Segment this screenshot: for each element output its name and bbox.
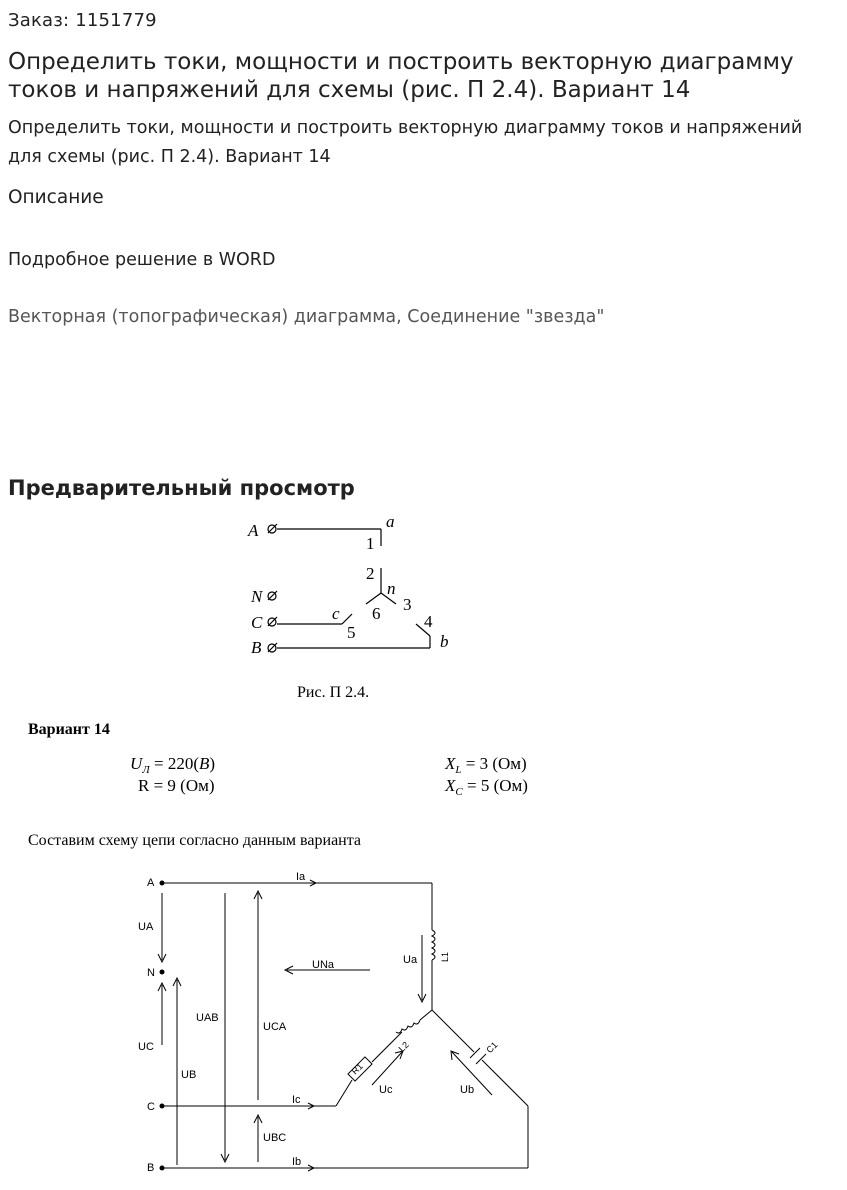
fig1-branch-2: 2 <box>366 564 375 583</box>
fig2-current-Ic: Ic <box>292 1094 301 1106</box>
fig1-terminal-N: N <box>251 587 263 606</box>
preview-image <box>0 505 847 1185</box>
fig1-node-b: b <box>440 632 449 651</box>
fig2-element-L1: L1 <box>440 951 450 962</box>
fig2-voltage-UC: UC <box>138 1041 154 1053</box>
fig2-voltage-UBC: UBC <box>263 1132 287 1144</box>
variant-params <box>130 754 528 798</box>
fig2-voltage-UA: UA <box>138 921 154 933</box>
preview-figure <box>0 505 847 1185</box>
fig1-caption: Рис. П 2.4. <box>297 684 370 701</box>
compose-text: Составим схему цепи согласно данным варианта <box>28 832 362 849</box>
fig2-element-L2: L2 <box>396 1039 411 1054</box>
fig2-voltage-Ub: Ub <box>460 1084 475 1096</box>
fig2-current-Ib: Ib <box>292 1156 302 1168</box>
tags-line: Векторная (топографическая) диаграмма, Соединение "звезда" <box>8 307 605 327</box>
fig2-voltage-Ua: Ua <box>403 954 418 966</box>
fig2-current-Ia: Ia <box>296 871 306 883</box>
description-heading: Описание <box>8 187 104 208</box>
fig2-voltage-Uc: Uc <box>379 1084 393 1096</box>
param-xl: $X_L = 3$ (Ом) <box>445 754 527 776</box>
fig1-terminal-B: B <box>251 638 262 657</box>
fig1-terminal-A: A <box>248 521 259 540</box>
fig1-node-n: n <box>387 579 396 598</box>
fig2-voltage-UCA: UCA <box>263 1021 287 1033</box>
fig1-branch-6: 6 <box>372 604 381 623</box>
fig2-voltage-UB: UB <box>181 1069 197 1081</box>
param-xc: $X_C = 5$ (Ом) <box>445 776 528 798</box>
fig1-branch-1: 1 <box>366 534 375 553</box>
fig2-terminal-B: B <box>147 1162 155 1174</box>
fig1-node-a: a <box>386 512 395 531</box>
fig2-terminal-N: N <box>147 967 155 979</box>
fig1-branch-4: 4 <box>424 612 433 631</box>
fig2-element-C1: C1 <box>484 1039 500 1056</box>
fig2-voltage-UAB: UAB <box>196 1012 219 1024</box>
variant-heading: Вариант 14 <box>28 721 110 738</box>
preview-heading: Предварительный просмотр <box>8 476 355 500</box>
param-ul: $U_Л = 220(B)$ <box>130 754 216 776</box>
param-r: R = 9 (Ом) <box>138 776 215 795</box>
order-number: Заказ: 1151779 <box>8 10 157 31</box>
fig2-terminal-A: A <box>147 877 155 889</box>
fig2-voltage-UNa: UNa <box>312 959 335 971</box>
fig1-branch-3: 3 <box>403 595 412 614</box>
fig2-terminal-C: C <box>147 1101 155 1113</box>
page-title: Определить токи, мощности и построить векторную диаграмму токов и напряжений для схемы (рис. П 2.4). Вариант 14 <box>8 49 794 103</box>
fig1-terminal-C: C <box>251 613 263 632</box>
fig1-branch-5: 5 <box>347 623 356 642</box>
page-subtitle: Определить токи, мощности и построить векторную диаграмму токов и напряжений для схемы (рис. П 2.4). Вариант 14 <box>8 118 803 167</box>
fig2-element-R1: R1 <box>349 1061 365 1077</box>
description-text: Подробное решение в WORD <box>8 250 276 270</box>
figure2-circuit <box>138 871 528 1174</box>
fig1-node-c: c <box>332 604 340 623</box>
